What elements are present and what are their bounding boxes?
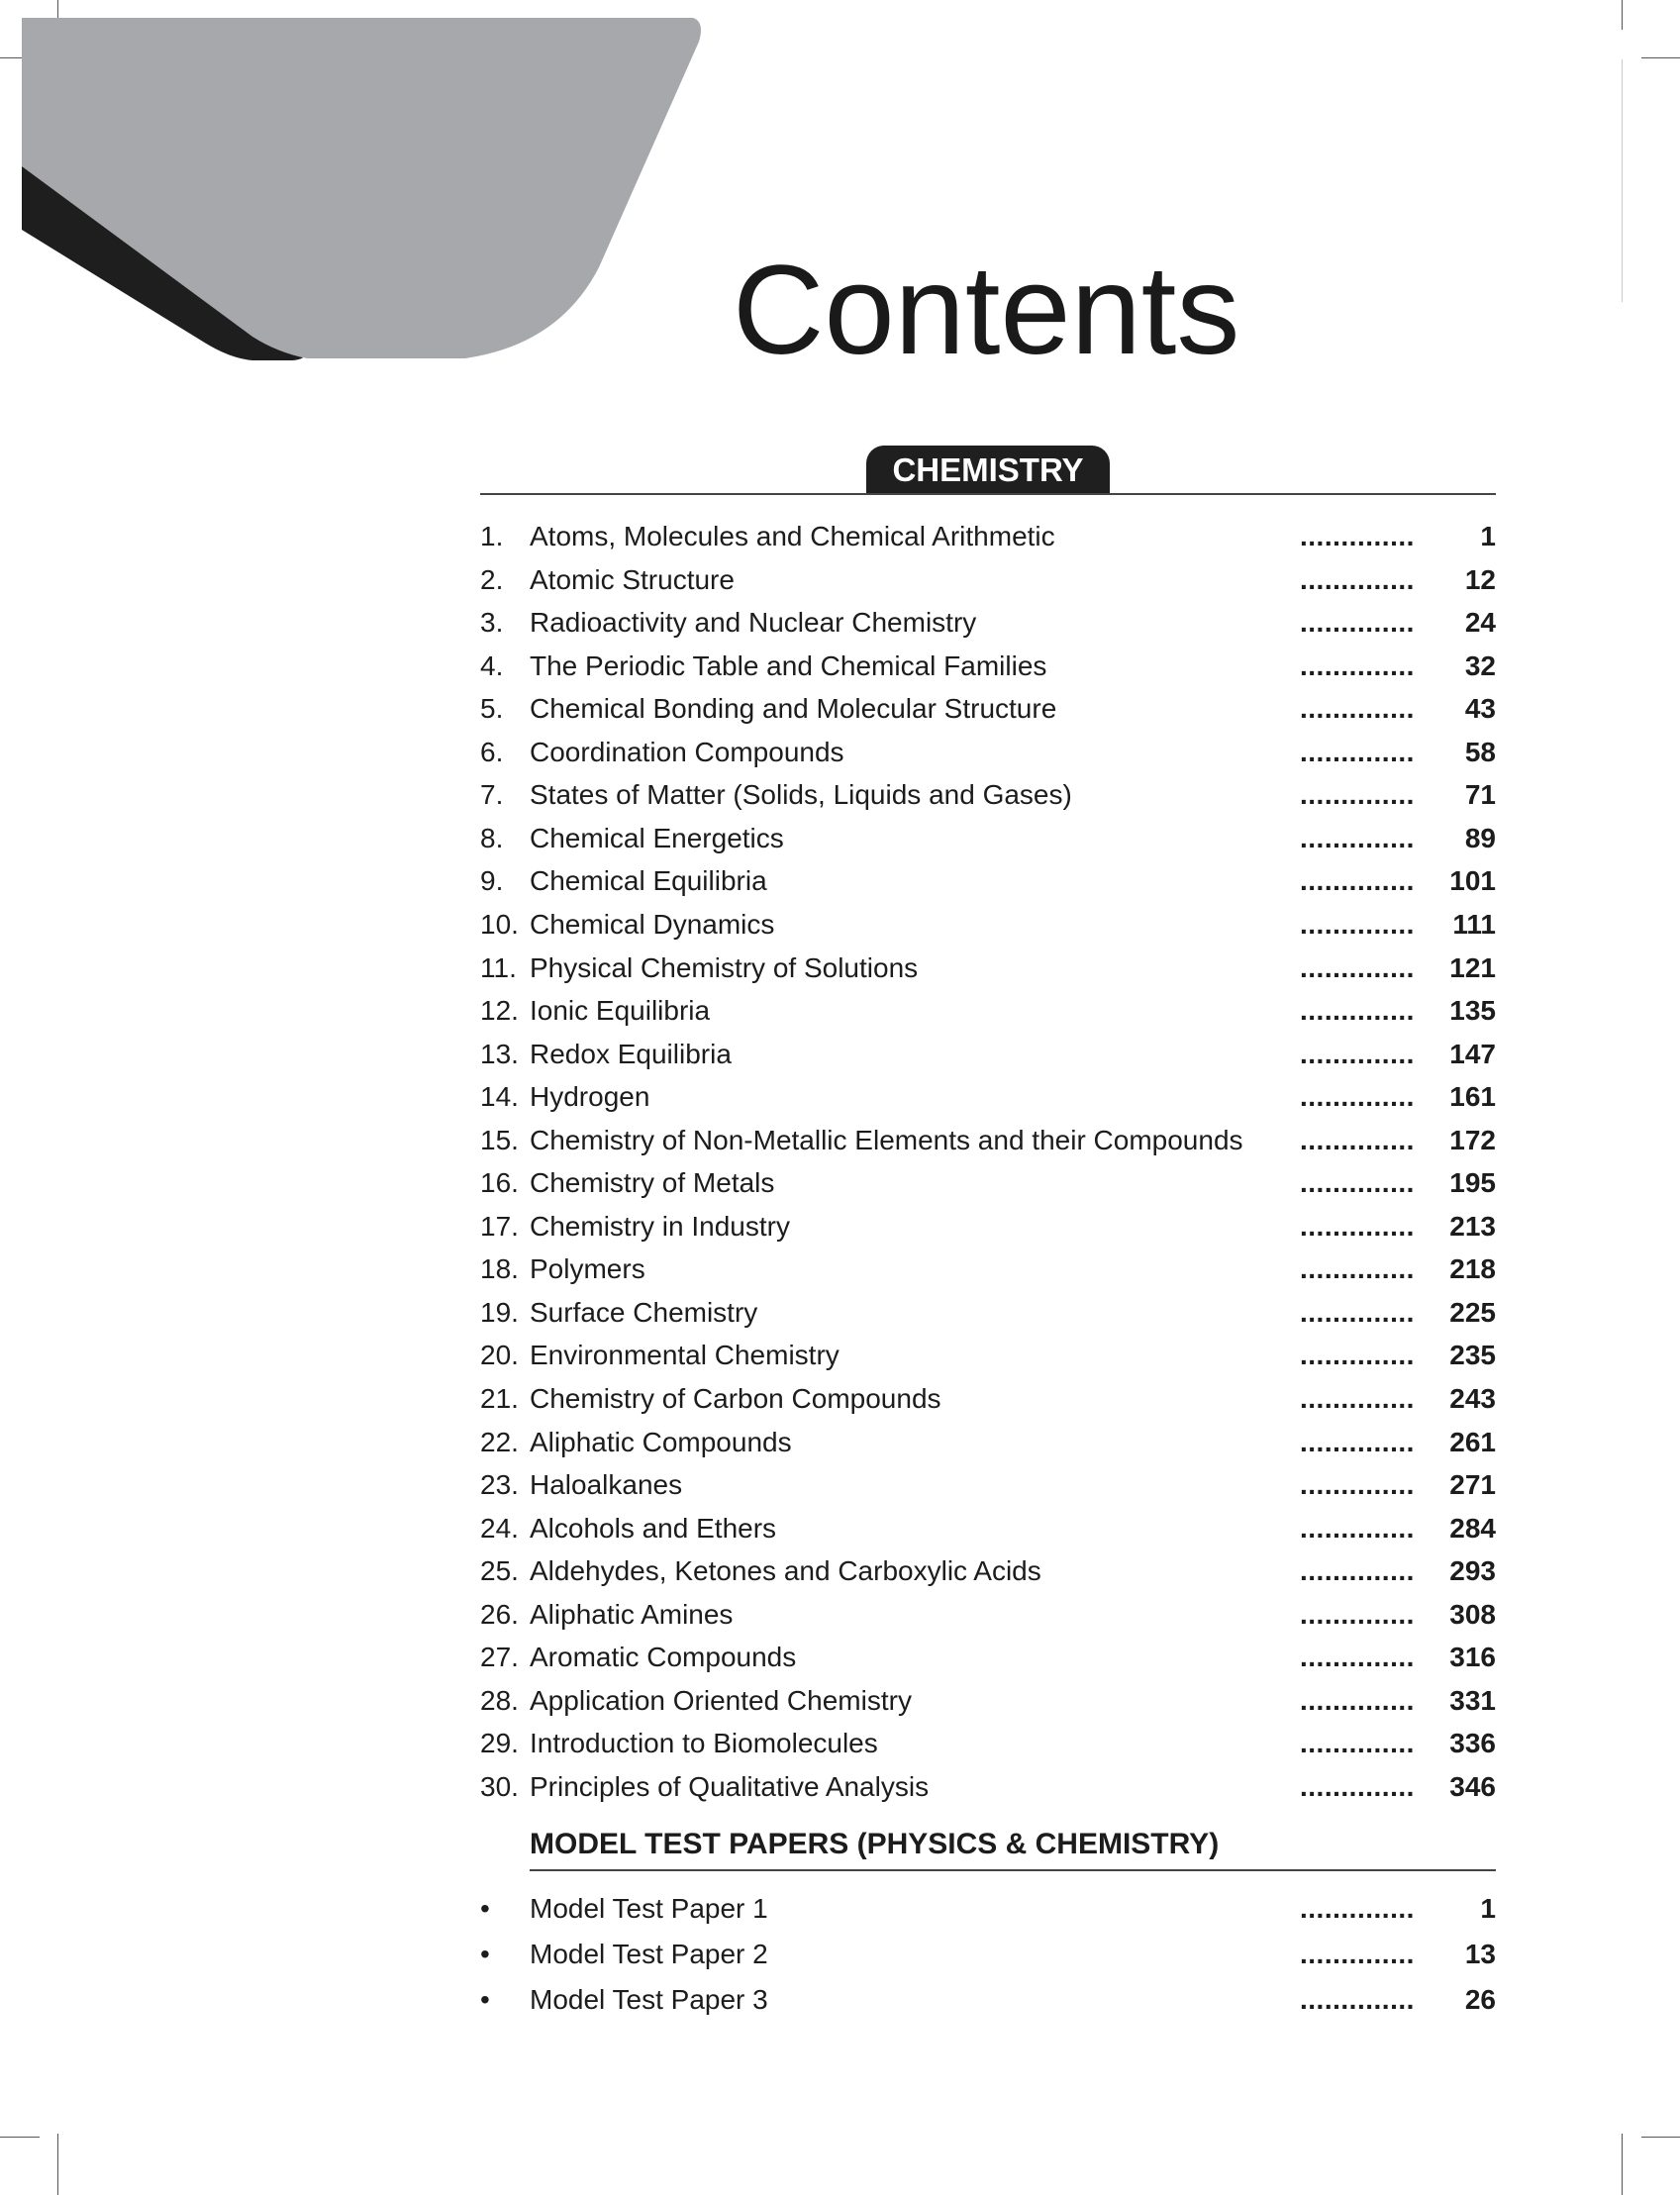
dot-leader: ..............	[1300, 822, 1415, 853]
dot-leader: ..............	[1300, 1555, 1415, 1587]
page-number: 316	[1449, 1642, 1496, 1673]
chapter-title: Aliphatic Compounds	[530, 1426, 792, 1457]
page-number: 308	[1449, 1598, 1496, 1630]
chapter-number: 25.	[480, 1555, 519, 1587]
page-number: 12	[1464, 563, 1496, 595]
chapter-title: Aldehydes, Ketones and Carboxylic Acids	[530, 1555, 1041, 1587]
page-number: 172	[1449, 1124, 1496, 1155]
page-number: 336	[1449, 1728, 1496, 1759]
dot-leader: ..............	[1300, 1939, 1415, 1969]
chapter-title: Surface Chemistry	[530, 1296, 758, 1328]
chapter-number: 22.	[480, 1426, 519, 1457]
toc-entry	[480, 688, 1496, 730]
chapter-title: Radioactivity and Nuclear Chemistry	[530, 607, 977, 639]
toc-entry	[480, 1594, 1496, 1636]
page-number: 121	[1449, 951, 1496, 983]
chapter-number: 16.	[480, 1167, 519, 1199]
page-number: 26	[1464, 1984, 1496, 2015]
bullet-icon: •	[480, 1893, 490, 1924]
chapter-number: 2.	[480, 563, 504, 595]
chapter-title: Haloalkanes	[530, 1469, 683, 1501]
dot-leader: ..............	[1300, 865, 1415, 897]
dot-leader: ..............	[1300, 908, 1415, 940]
dot-leader: ..............	[1300, 563, 1415, 595]
page-number: 101	[1449, 865, 1496, 897]
chapter-number: 6.	[480, 736, 504, 767]
dot-leader: ..............	[1300, 736, 1415, 767]
toc-entry	[480, 1508, 1496, 1549]
chapter-title: Chemical Dynamics	[530, 908, 775, 940]
toc-entry	[480, 1723, 1496, 1764]
model-paper-title: Model Test Paper 2	[530, 1939, 768, 1969]
page-number: 13	[1464, 1939, 1496, 1969]
chapter-title: Atoms, Molecules and Chemical Arithmetic	[530, 521, 1055, 551]
chapter-number: 15.	[480, 1124, 519, 1155]
chapter-number: 9.	[480, 865, 504, 897]
chapter-number: 8.	[480, 822, 504, 853]
dot-leader: ..............	[1300, 1383, 1415, 1414]
chapter-title: Chemical Equilibria	[530, 865, 767, 897]
toc-entry	[480, 1162, 1496, 1204]
chapter-title: Chemistry in Industry	[530, 1210, 790, 1242]
model-paper-title: Model Test Paper 3	[530, 1984, 768, 2015]
chapter-number: 26.	[480, 1598, 519, 1630]
chapter-title: Application Oriented Chemistry	[530, 1684, 912, 1716]
dot-leader: ..............	[1300, 1728, 1415, 1759]
chapter-title: Environmental Chemistry	[530, 1340, 840, 1371]
crop-mark	[1622, 2134, 1623, 2195]
chapter-number: 17.	[480, 1210, 519, 1242]
model-paper-entry	[480, 1934, 1496, 1975]
chapter-number: 5.	[480, 693, 504, 725]
chapter-number: 20.	[480, 1340, 519, 1371]
page-number: 1	[1480, 1893, 1496, 1924]
toc-entry	[480, 818, 1496, 859]
dot-leader: ..............	[1300, 521, 1415, 551]
toc-entry	[480, 990, 1496, 1032]
chapter-title: Coordination Compounds	[530, 736, 844, 767]
chapter-title: Chemistry of Non-Metallic Elements and their Compounds	[530, 1124, 1243, 1155]
crop-mark	[1641, 2137, 1680, 2138]
chapter-title: Redox Equilibria	[530, 1038, 732, 1069]
gray-banner	[22, 18, 701, 358]
toc-entry	[480, 1464, 1496, 1506]
page-number: 58	[1464, 736, 1496, 767]
chapter-number: 10.	[480, 908, 519, 940]
page-number: 43	[1464, 693, 1496, 725]
toc-entry	[480, 1292, 1496, 1334]
toc-entry	[480, 516, 1496, 557]
dot-leader: ..............	[1300, 1081, 1415, 1113]
dot-leader: ..............	[1300, 1984, 1415, 2015]
chapter-number: 21.	[480, 1383, 519, 1414]
dot-leader: ..............	[1300, 1038, 1415, 1069]
page-number: 161	[1449, 1081, 1496, 1113]
chapter-title: Aromatic Compounds	[530, 1642, 797, 1673]
chapter-title: Chemistry of Metals	[530, 1167, 775, 1199]
toc-entry	[480, 1766, 1496, 1808]
dot-leader: ..............	[1300, 1893, 1415, 1924]
dot-leader: ..............	[1300, 1340, 1415, 1371]
page-number: 293	[1449, 1555, 1496, 1587]
page-number: 284	[1449, 1512, 1496, 1544]
chapter-number: 23.	[480, 1469, 519, 1501]
chapter-number: 19.	[480, 1296, 519, 1328]
chapter-title: The Periodic Table and Chemical Families	[530, 649, 1047, 681]
crop-mark	[0, 2137, 40, 2138]
dot-leader: ..............	[1300, 1684, 1415, 1716]
section-label-chemistry: CHEMISTRY	[866, 446, 1110, 493]
toc-entry	[480, 646, 1496, 687]
model-paper-entry	[480, 1888, 1496, 1930]
dot-leader: ..............	[1300, 649, 1415, 681]
chapter-title: Principles of Qualitative Analysis	[530, 1770, 930, 1802]
toc-entry	[480, 1335, 1496, 1376]
toc-entry	[480, 1248, 1496, 1290]
page-number: 331	[1449, 1684, 1496, 1716]
dot-leader: ..............	[1300, 1296, 1415, 1328]
page-number: 24	[1464, 607, 1496, 639]
decorative-header-shape	[0, 0, 713, 366]
chapter-number: 11.	[480, 951, 517, 983]
chapter-number: 30.	[480, 1770, 519, 1802]
model-paper-entry	[480, 1979, 1496, 2021]
model-papers-heading: MODEL TEST PAPERS (PHYSICS & CHEMISTRY)	[530, 1828, 1220, 1860]
chapter-title: Aliphatic Amines	[530, 1598, 734, 1630]
chapter-number: 13.	[480, 1038, 519, 1069]
dot-leader: ..............	[1300, 1167, 1415, 1199]
chapter-number: 7.	[480, 779, 504, 811]
chapter-title: States of Matter (Solids, Liquids and Gases)	[530, 779, 1072, 811]
dot-leader: ..............	[1300, 693, 1415, 725]
dot-leader: ..............	[1300, 1210, 1415, 1242]
toc-entry	[480, 1422, 1496, 1463]
crop-mark	[1622, 0, 1623, 30]
chapter-number: 1.	[480, 521, 504, 551]
toc-entry	[480, 602, 1496, 644]
page-number: 32	[1464, 649, 1496, 681]
page-number: 89	[1464, 822, 1496, 853]
chapter-title: Alcohols and Ethers	[530, 1512, 777, 1544]
dot-leader: ..............	[1300, 1770, 1415, 1802]
chapter-number: 18.	[480, 1253, 519, 1285]
bullet-icon: •	[480, 1939, 490, 1969]
chapter-number: 3.	[480, 607, 504, 639]
page-number: 213	[1449, 1210, 1496, 1242]
chapter-title: Polymers	[530, 1253, 645, 1285]
toc-entry	[480, 1034, 1496, 1075]
crop-mark	[1622, 59, 1623, 302]
toc-entry	[480, 1378, 1496, 1420]
chapter-title: Introduction to Biomolecules	[530, 1728, 878, 1759]
page-number: 235	[1449, 1340, 1496, 1371]
dot-leader: ..............	[1300, 1642, 1415, 1673]
chapter-title: Chemical Energetics	[530, 822, 784, 853]
page-number: 243	[1449, 1383, 1496, 1414]
chapter-number: 27.	[480, 1642, 519, 1673]
page-number: 225	[1449, 1296, 1496, 1328]
chapter-title: Hydrogen	[530, 1081, 650, 1113]
toc-entry	[480, 1206, 1496, 1247]
bullet-icon: •	[480, 1984, 490, 2015]
page-number: 271	[1449, 1469, 1496, 1501]
dot-leader: ..............	[1300, 1598, 1415, 1630]
chapter-title: Chemistry of Carbon Compounds	[530, 1383, 941, 1414]
chapter-number: 28.	[480, 1684, 519, 1716]
dot-leader: ..............	[1300, 779, 1415, 811]
toc-entry	[480, 948, 1496, 989]
model-paper-title: Model Test Paper 1	[530, 1893, 768, 1924]
toc-entry	[480, 774, 1496, 816]
dot-leader: ..............	[1300, 995, 1415, 1027]
dot-leader: ..............	[1300, 1124, 1415, 1155]
dot-leader: ..............	[1300, 1469, 1415, 1501]
chapter-number: 4.	[480, 649, 504, 681]
chapter-title: Atomic Structure	[530, 563, 735, 595]
crop-mark	[57, 2134, 58, 2195]
toc-entry	[480, 1120, 1496, 1161]
chapter-number: 29.	[480, 1728, 519, 1759]
chapter-number: 24.	[480, 1512, 519, 1544]
toc-entry	[480, 1637, 1496, 1678]
dot-leader: ..............	[1300, 1253, 1415, 1285]
page-number: 218	[1449, 1253, 1496, 1285]
page-number: 111	[1452, 908, 1496, 940]
toc-entry	[480, 860, 1496, 902]
chapter-title: Physical Chemistry of Solutions	[530, 951, 919, 983]
page-number: 147	[1449, 1038, 1496, 1069]
page-number: 135	[1449, 995, 1496, 1027]
section-divider	[480, 493, 1496, 495]
page-number: 346	[1449, 1770, 1496, 1802]
page-number: 71	[1464, 779, 1496, 811]
dot-leader: ..............	[1300, 951, 1415, 983]
page-number: 261	[1449, 1426, 1496, 1457]
dot-leader: ..............	[1300, 1512, 1415, 1544]
crop-mark	[1641, 57, 1680, 58]
model-papers-divider	[530, 1869, 1496, 1871]
toc-entry	[480, 904, 1496, 946]
toc-entry	[480, 559, 1496, 601]
toc-entry	[480, 1680, 1496, 1722]
dot-leader: ..............	[1300, 1426, 1415, 1457]
toc-entry	[480, 732, 1496, 773]
chapter-number: 12.	[480, 995, 519, 1027]
chapter-number: 14.	[480, 1081, 519, 1113]
chapter-title: Ionic Equilibria	[530, 995, 711, 1027]
toc-entry	[480, 1076, 1496, 1118]
page-number: 195	[1449, 1167, 1496, 1199]
chapter-title: Chemical Bonding and Molecular Structure	[530, 693, 1057, 725]
toc-entry	[480, 1550, 1496, 1592]
page-number: 1	[1480, 521, 1496, 551]
dot-leader: ..............	[1300, 607, 1415, 639]
page-title: Contents	[733, 240, 1240, 381]
